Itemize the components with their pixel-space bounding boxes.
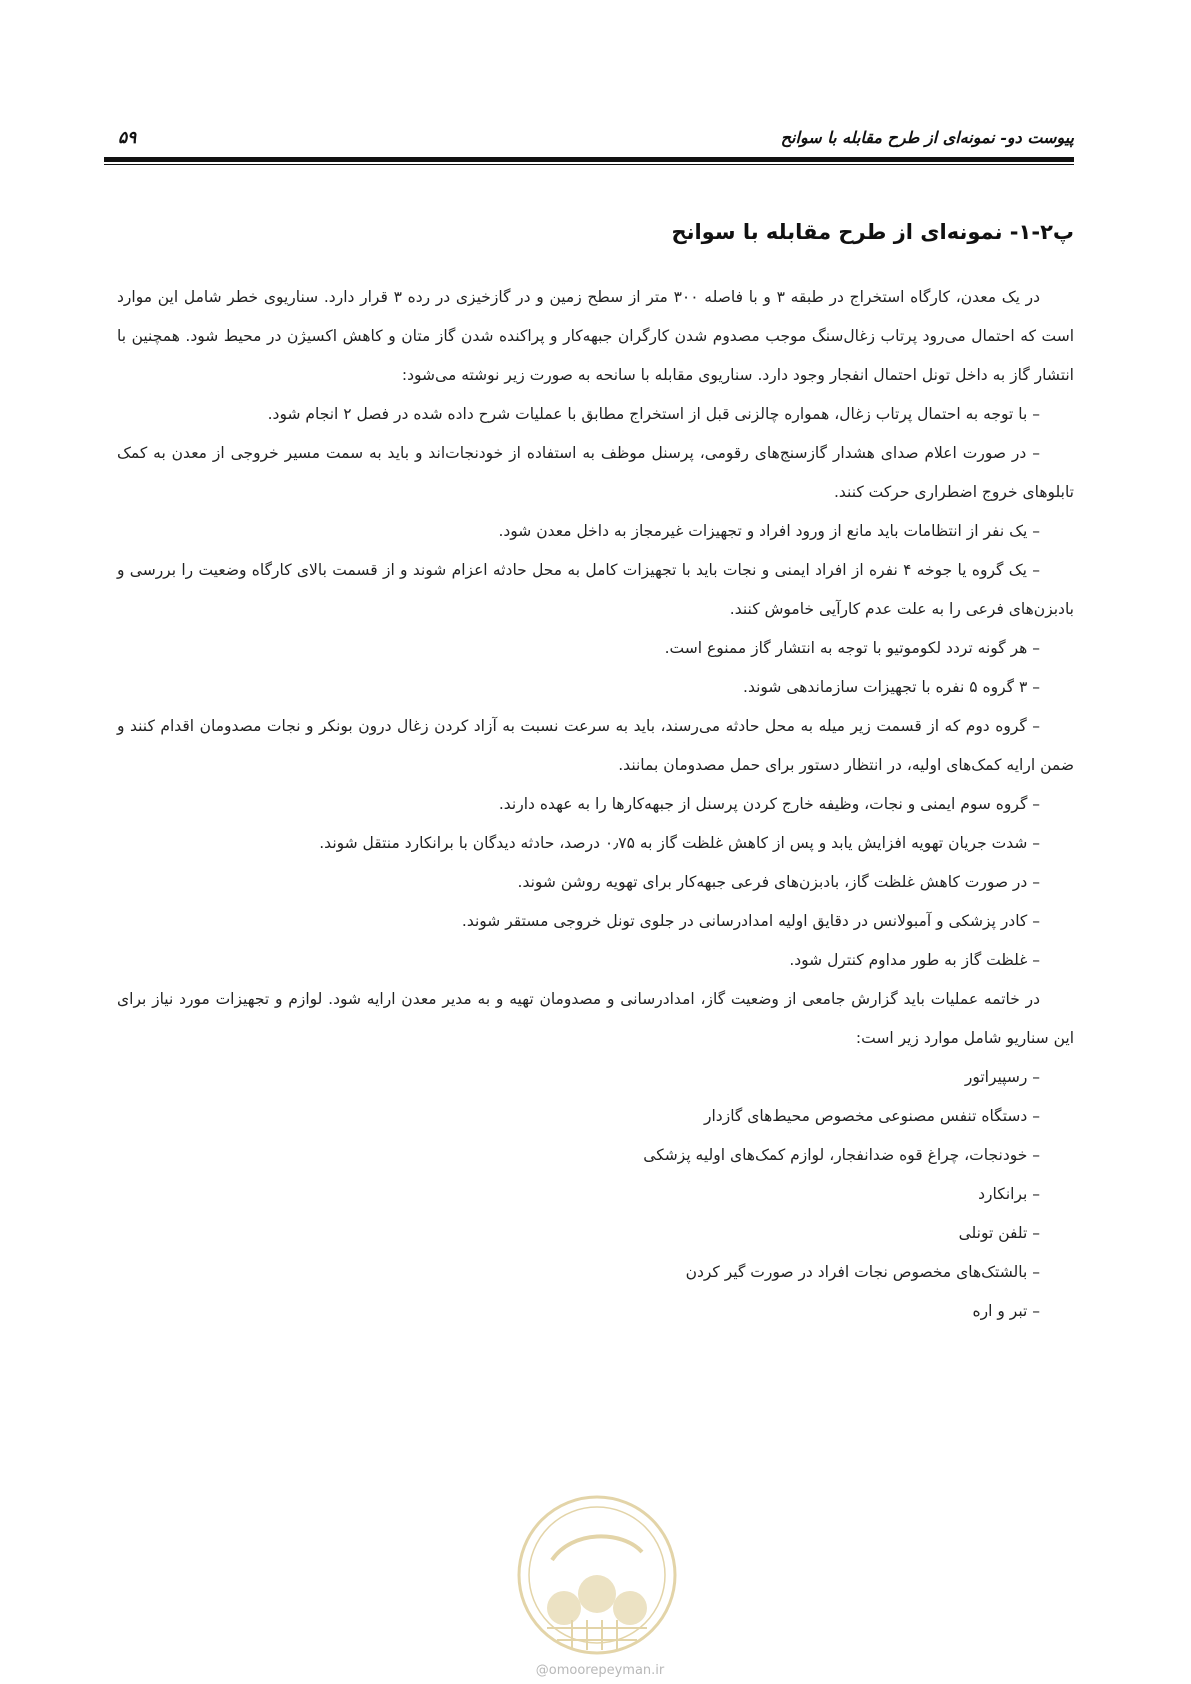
watermark-logo-icon xyxy=(512,1490,682,1660)
header-rule-thin xyxy=(104,164,1074,165)
action-item: – با توجه به احتمال پرتاب زغال، همواره چالزنی قبل از استخراج مطابق با عملیات شرح داده شده در فصل ۲ انجام شود. xyxy=(267,405,1040,423)
equipment-item: – رسپیراتور xyxy=(964,1068,1040,1086)
action-item: – در صورت اعلام صدای هشدار گازسنج‌های رقومی، پرسنل موظف به استفاده از خودنجات‌اند و باید به سمت مسیر خروجی از معدن به کمک تابلوهای خروج اضطراری حرکت کنند. xyxy=(117,444,1074,501)
watermark-url: @omoorepeyman.ir xyxy=(535,1663,665,1678)
equipment-item: – تلفن تونلی xyxy=(958,1224,1040,1242)
section-title: پ۲-۱- نمونه‌ای از طرح مقابله با سوانح xyxy=(671,220,1074,244)
action-item: – در صورت کاهش غلظت گاز، بادبزن‌های فرعی جبهه‌کار برای تهویه روشن شوند. xyxy=(517,873,1040,891)
action-item: – یک گروه یا جوخه ۴ نفره از افراد ایمنی و نجات باید با تجهیزات کامل به محل حادثه اعزام شوند و از قسمت بالای کارگاه وضعیت را بررسی و بادبزن‌های فرعی را به علت عدم کارآیی خاموش کنند. xyxy=(117,561,1074,618)
action-item: – شدت جریان تهویه افزایش یابد و پس از کاهش غلظت گاز به ۰٫۷۵ درصد، حادثه دیدگان با برانکارد منتقل شوند. xyxy=(319,834,1040,852)
header-rule-thick xyxy=(104,157,1074,162)
equipment-item: – دستگاه تنفس مصنوعی مخصوص محیط‌های گازدار xyxy=(704,1107,1040,1125)
action-item: – گروه دوم که از قسمت زیر میله به محل حادثه می‌رسند، باید به سرعت نسبت به آزاد کردن زغال درون بونکر و نجات مصدومان اقدام کنند و ضمن ارایه کمک‌های اولیه، در انتظار دستور برای حمل مصدومان بمانند. xyxy=(117,717,1074,774)
intro-paragraph: در یک معدن، کارگاه استخراج در طبقه ۳ و با فاصله ۳۰۰ متر از سطح زمین و در گازخیزی در رده ۳ قرار دارد. سناریوی خطر شامل این موارد است که احتمال می‌رود پرتاب زغال‌سنگ موجب مصدوم شدن کارگران جبهه‌کار و پراکنده شدن گاز متان و کاهش اکسیژن در محیط شود. همچنین با انتشار گاز به داخل تونل احتمال انفجار وجود دارد. سناریوی مقابله با سانحه به صورت زیر نوشته می‌شود: xyxy=(117,288,1074,384)
closing-paragraph: در خاتمه عملیات باید گزارش جامعی از وضعیت گاز، امدادرسانی و مصدومان تهیه و به مدیر معدن ارایه شود. لوازم و تجهیزات مورد نیاز برای این سناریو شامل موارد زیر است: xyxy=(117,990,1074,1047)
action-item: – کادر پزشکی و آمبولانس در دقایق اولیه امدادرسانی در جلوی تونل خروجی مستقر شوند. xyxy=(461,912,1040,930)
body-text xyxy=(117,278,1074,1331)
equipment-item: – خودنجات، چراغ قوه ضدانفجار، لوازم کمک‌های اولیه پزشکی xyxy=(643,1146,1040,1164)
equipment-item: – برانکارد xyxy=(978,1185,1040,1203)
action-item: – یک نفر از انتظامات باید مانع از ورود افراد و تجهیزات غیرمجاز به داخل معدن شود. xyxy=(498,522,1040,540)
running-title: پیوست دو- نمونه‌ای از طرح مقابله با سوانح xyxy=(780,128,1074,147)
equipment-item: – تبر و اره xyxy=(972,1302,1040,1320)
action-item: – گروه سوم ایمنی و نجات، وظیفه خارج کردن پرسنل از جبهه‌کارها را به عهده دارند. xyxy=(498,795,1040,813)
action-item: – غلظت گاز به طور مداوم کنترل شود. xyxy=(789,951,1040,969)
page-number: ۵۹ xyxy=(118,128,137,148)
equipment-item: – بالشتک‌های مخصوص نجات افراد در صورت گیر کردن xyxy=(685,1263,1040,1281)
action-item: – ۳ گروه ۵ نفره با تجهیزات سازماندهی شوند. xyxy=(743,678,1040,696)
action-item: – هر گونه تردد لکوموتیو با توجه به انتشار گاز ممنوع است. xyxy=(664,639,1040,657)
page-header xyxy=(104,124,1074,154)
